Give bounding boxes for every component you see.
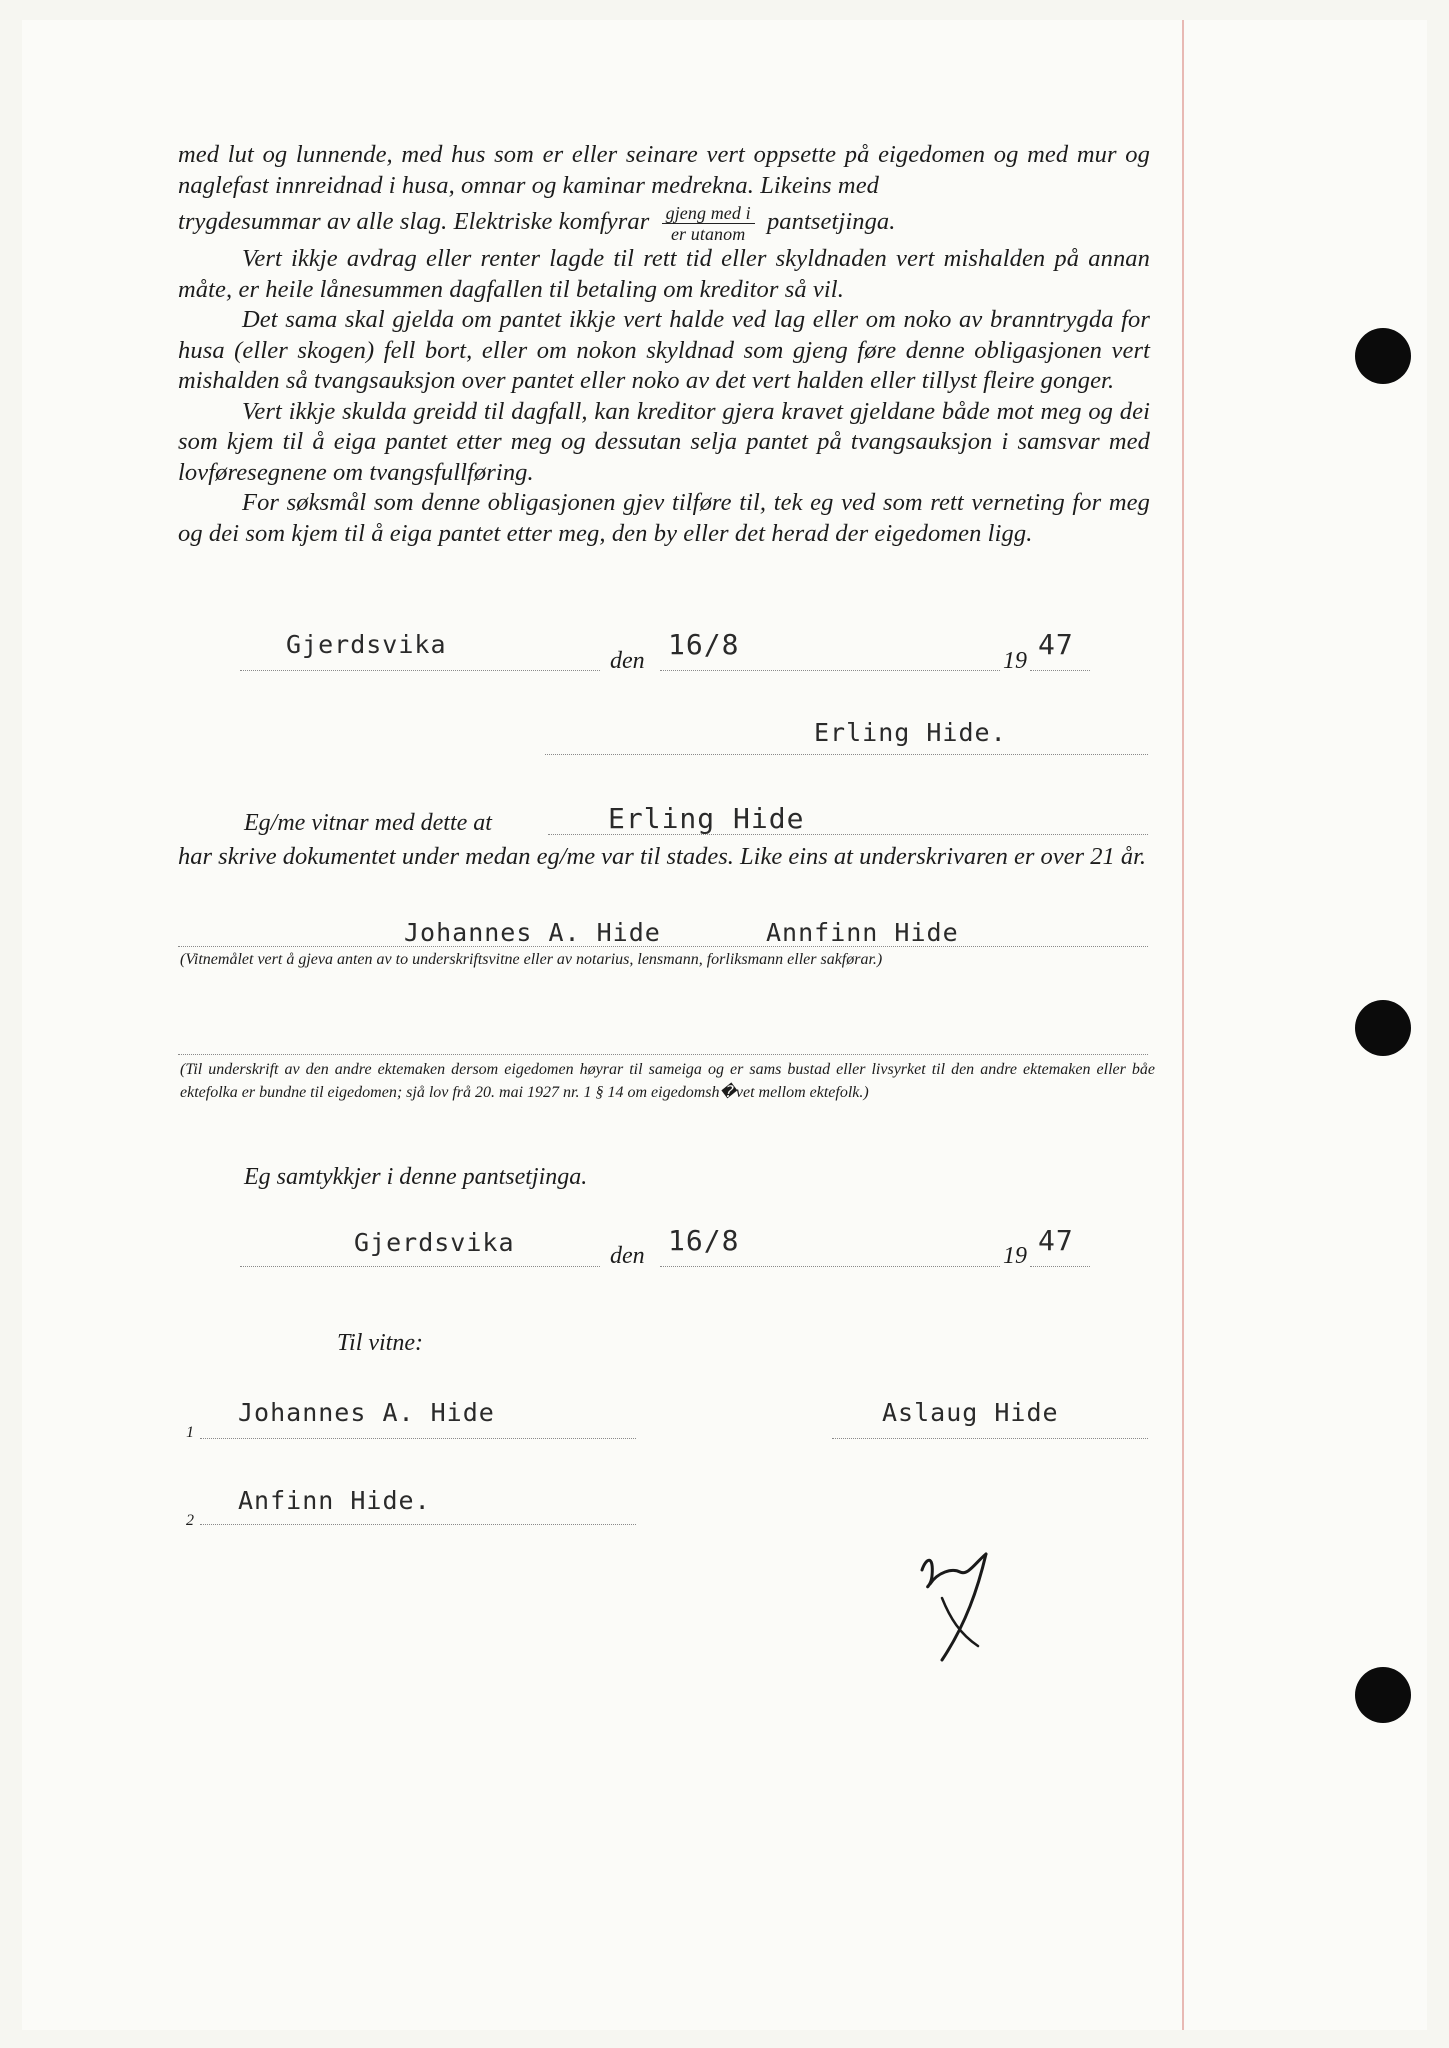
consent-text: Eg samtykkjer i denne pantsetjinga. [244,1164,588,1190]
til-vitne-label: Til vitne: [337,1330,423,1356]
margin-rule [1182,20,1184,2030]
punch-hole [1355,328,1411,384]
dotted-line [1030,1266,1090,1267]
dotted-line [545,754,1148,755]
witness-text: har skrive dokumentet under medan eg/me var til stades. Like eins at underskrivaren er over 21 år. [178,843,1147,870]
year-prefix: 19 [1003,1243,1027,1269]
witness-1-signature: Johannes A. Hide [404,918,661,947]
dotted-line [832,1438,1148,1439]
spouse-note: (Til underskrift av den andre ektemaken dersom eigedomen høyrar til sameiga og er sams bustad eller livsyrket til den andre ektemaken eller båe ektefolka er bundne til eigedomen; sjå lov frå 20. mai 1927 nr. 1 § 14 om eigedomsh�vet mellom ektefolk.) [180,1061,1155,1101]
dotted-line [200,1524,636,1525]
witness-intro: Eg/me vitnar med dette at [244,810,492,836]
punch-hole [1355,1667,1411,1723]
place-field: Gjerdsvika [286,630,447,659]
paragraph: Vert ikkje skulda greidd til dagfall, kan kreditor gjera kravet gjeldane både mot meg og dei som kjem til å eiga pantet etter meg og dessutan selja pantet på tvangsauksjon i samsvar med lovføresegnene om tvangsfullføring. [178,397,1150,486]
paragraph-line-fraction: trygdesummar av alle slag. Elektriske komfyrar $\frac{\text{gjeng med i}}{\text{er utanom}}$ pantsetjinga. [178,203,896,244]
date-field: 16/8 [668,628,740,661]
handwritten-mark-icon [912,1528,1002,1668]
witness-2-name: Anfinn Hide. [238,1486,431,1515]
dotted-line [240,670,600,671]
dotted-line [660,1266,1000,1267]
place-field: Gjerdsvika [354,1228,515,1257]
dotted-line [660,670,1000,671]
punch-hole [1355,1000,1411,1056]
signature-aslaug: Aslaug Hide [882,1398,1059,1427]
paragraph: Vert ikkje avdrag eller renter lagde til rett tid eller skyldnaden vert mishalden på annan måte, er heile lånesummen dagfallen til betaling om kreditor så vil. [178,245,1150,303]
date-field: 16/8 [668,1224,740,1257]
dotted-line [178,946,1148,947]
year-field: 47 [1038,628,1074,661]
dotted-line [548,834,1148,835]
paragraph: For søksmål som denne obligasjonen gjev tilføre til, tek eg ved som rett verneting for meg og dei som kjem til å eiga pantet etter meg, den by eller det herad der eigedomen ligg. [178,489,1150,547]
year-field: 47 [1038,1224,1074,1257]
dotted-line [200,1438,636,1439]
dotted-line [1030,670,1090,671]
paragraph: Det sama skal gjelda om pantet ikkje vert halde ved lag eller om noko av branntrygda for husa (eller skogen) fell bort, eller om nokon skyldnad som gjeng føre denne obligasjonen vert mishalden så tvangsauksjon over pantet eller noko av det vert halden eller tillyst fleire gonger. [178,306,1150,394]
dotted-line [240,1266,600,1267]
witness-subject: Erling Hide [608,802,805,835]
signature-erling: Erling Hide. [814,718,1007,747]
witness-number: 1 [186,1424,194,1441]
den-label: den [610,1243,645,1269]
fraction-choice: $\frac{\text{gjeng med i}}{\text{er utanom}}$ [662,203,755,244]
witness-note: (Vitnemålet vert å gjeva anten av to underskriftsvitne eller av notarius, lensmann, forliksmann eller sakførar.) [180,951,883,968]
dotted-line [178,1054,1148,1055]
den-label: den [610,648,645,674]
witness-2-signature: Annfinn Hide [766,918,959,947]
paragraph: med lut og lunnende, med hus som er eller seinare vert oppsette på eigedomen og med mur og naglefast innreidnad i husa, omnar og kaminar medrekna. Likeins med [178,141,1150,199]
witness-number: 2 [186,1512,194,1529]
witness-1-name: Johannes A. Hide [238,1398,495,1427]
year-prefix: 19 [1003,648,1027,674]
mortgage-text [178,140,1150,549]
